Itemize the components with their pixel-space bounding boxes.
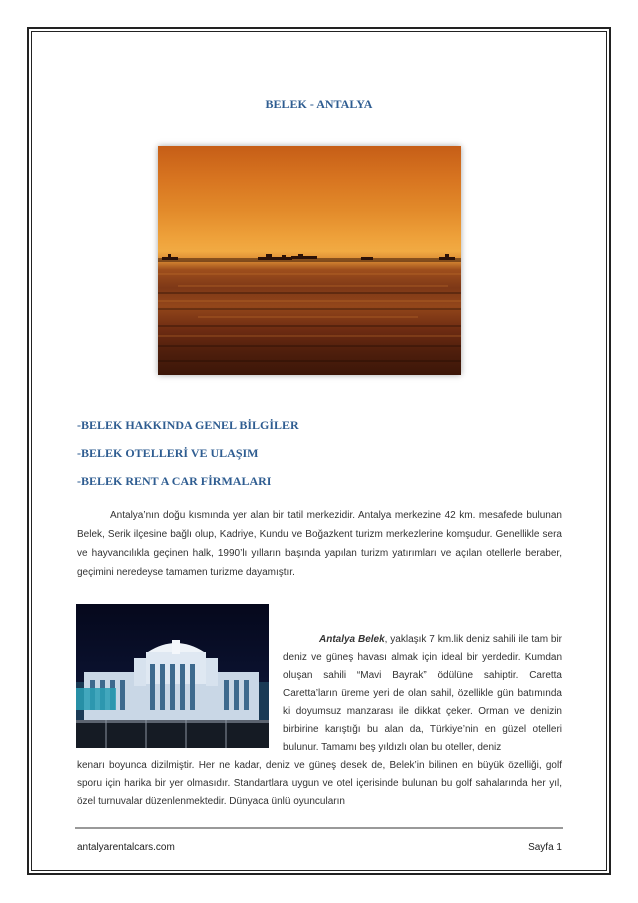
sunset-sea-photo <box>158 146 461 375</box>
belek-beach-paragraph <box>283 631 562 757</box>
footer-divider <box>75 827 563 829</box>
section-heading-rent-a-car: -BELEK RENT A CAR FİRMALARI <box>77 474 272 488</box>
intro-paragraph: Antalya’nın doğu kısmında yer alan bir tatil merkezidir. Antalya merkezine 42 km. mesafede bulunan Belek, Serik ilçesine bağlı olup, Kadriye, Kundu ve Boğazkent turizm merkezlerine komşudur. Genellikle sera ve hayvancılıkla geçinen halk, 1990’lı yılların başında yapılan turizm yatırımları ve açılan otellerle beraber, geçimini neredeyse tamamen turizme dayamıştır. <box>77 510 562 578</box>
document-title: BELEK - ANTALYA <box>265 97 373 111</box>
footer-site: antalyarentalcars.com <box>77 842 175 853</box>
belek-beach-text: , yaklaşık 7 km.lik deniz sahili ile tam bir deniz ve güneş havası almak için ideal bir yerdedir. Kumdan oluşan sahili “Mavi Bayrak” ödülüne sahiptir. Caretta Caretta’ların üreme yeri de olan sahil, özellikle gün batımında ki doyumsuz manzarası ile dikkat çeker. Orman ve denizin birbirine karıştığı bu alan da, Türkiye’nin en güzel otelleri bulunur. Tamamı beş yıldızlı olan bu oteller, deniz <box>283 634 562 753</box>
footer-page-number: Sayfa 1 <box>528 842 562 853</box>
belek-lead-text: Antalya Belek <box>319 634 385 645</box>
section-heading-general-info: -BELEK HAKKINDA GENEL BİLGİLER <box>77 418 299 432</box>
section-heading-hotels-transport: -BELEK OTELLERİ VE ULAŞIM <box>77 446 259 460</box>
hotel-night-photo <box>76 604 269 748</box>
golf-paragraph: kenarı boyunca dizilmiştir. Her ne kadar, deniz ve güneş desek de, Belek’in bilinen en büyük özelliği, golf sporu için harika bir yer olmasıdır. Standartlara uygun ve otel içerisinde bulunan bu golf sahalarında her yıl, özel turnuvalar düzenlenmektedir. Dünyaca ünlü oyuncuların <box>77 760 562 807</box>
